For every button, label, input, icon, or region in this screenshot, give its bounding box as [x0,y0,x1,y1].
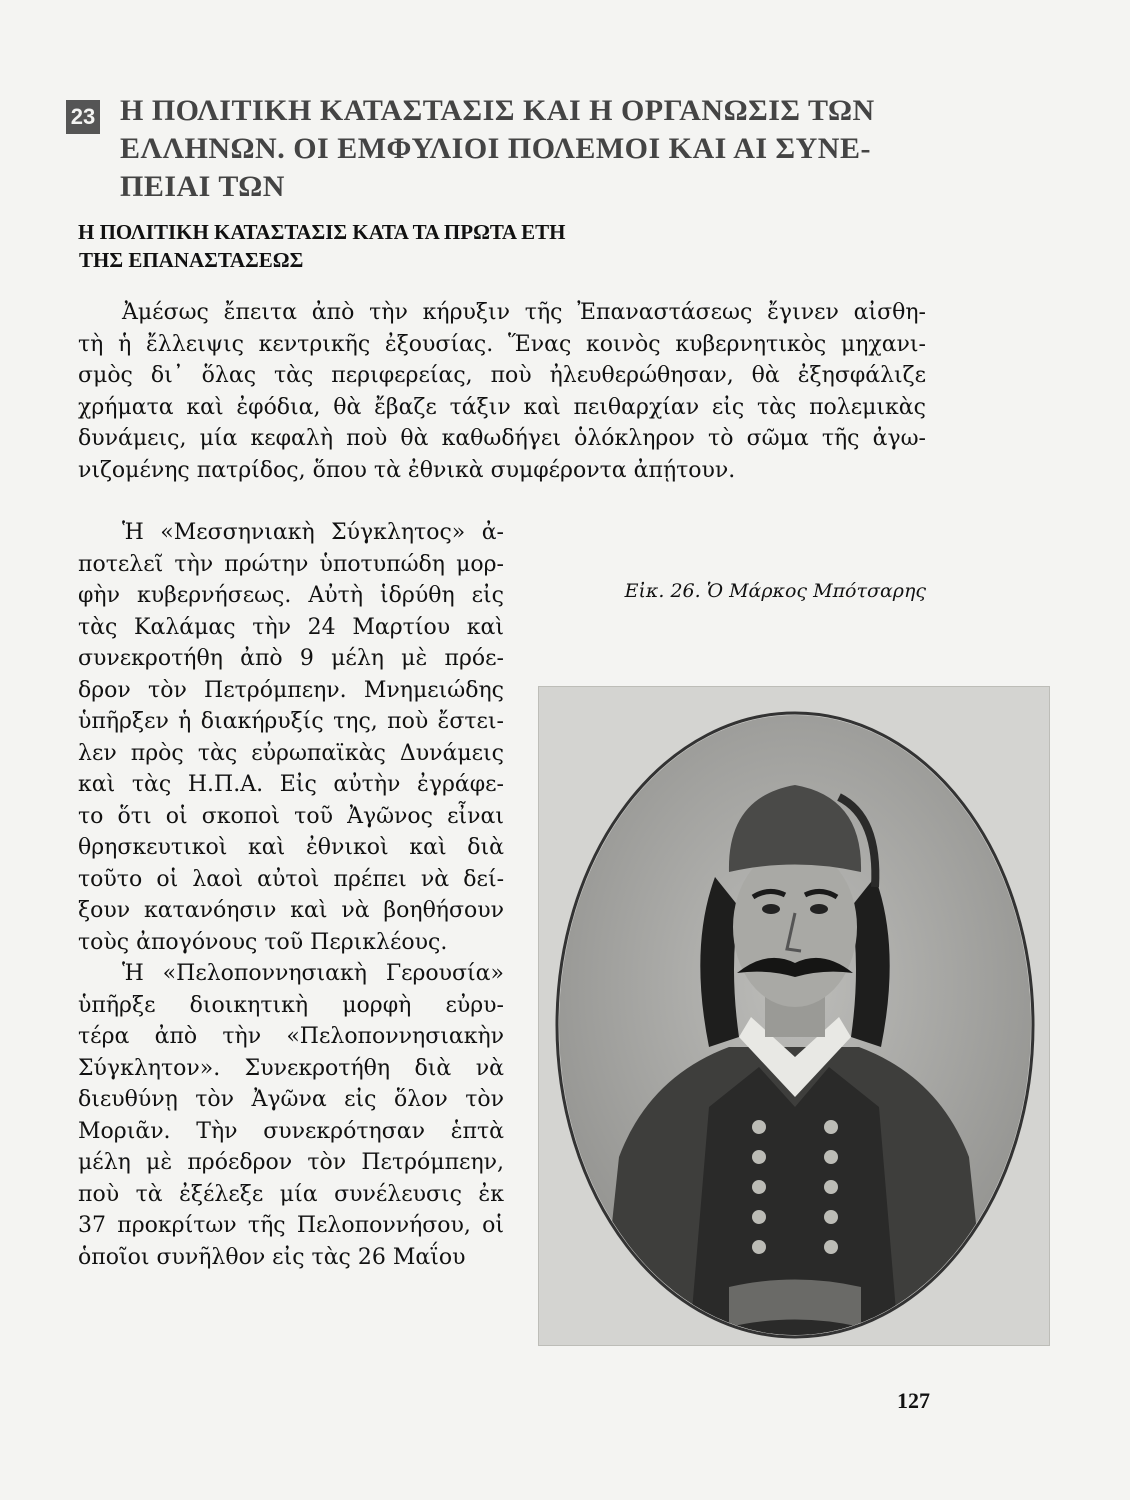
text-line: δρον τὸν Πετρόμπεην. Μνημειώδης [78,677,504,703]
text-line: νιζομένης πατρίδος, ὅπου τὰ ἐθνικὰ συμφέροντα ἀπῄτουν. [78,457,736,483]
text-line: τοῦτο οἱ λαοὶ αὐτοὶ πρέπει νὰ δεί- [78,866,504,892]
text-line: ποὺ τὰ ἐξέλεξε μία συνέλευσις ἐκ [78,1181,504,1207]
text-line: Ἡ «Μεσσηνιακὴ Σύγκλητος» ἀ- [122,520,504,545]
section-title-line: Η ΠΟΛΙΤΙΚΗ ΚΑΤΑΣΤΑΣΙΣ ΚΑΤΑ ΤΑ ΠΡΩΤΑ ΕΤΗ [78,220,566,244]
text-line: θρησκευτικοὶ καὶ ἐθνικοὶ καὶ διὰ [78,835,504,860]
text-line: μέλη μὲ πρόεδρον τὸν Πετρόμπεην, [78,1150,504,1175]
text-line: ποτελεῖ τὴν πρώτην ὑποτυπώδη μορ- [78,551,504,577]
text-line: το ὅτι οἱ σκοποὶ τοῦ Ἀγῶνος εἶναι [78,803,504,829]
text-line: διευθύνῃ τὸν Ἀγῶνα εἰς ὅλον τὸν [78,1087,504,1112]
text-line: Ἡ «Πελοποννησιακὴ Γερουσία» [122,961,504,986]
section-title-line: ΤΗΣ ΕΠΑΝΑΣΤΑΣΕΩΣ [79,248,304,272]
text-line: ξουν κατανόησιν καὶ νὰ βοηθήσουν [78,898,504,923]
text-line: Σύγκλητον». Συνεκροτήθη διὰ νὰ [78,1055,504,1081]
text-line: καὶ τὰς Η.Π.Α. Εἰς αὐτὴν ἐγράφε- [78,772,504,797]
text-line: τέρα ἀπὸ τὴν «Πελοποννησιακὴν [78,1024,504,1049]
portrait-image [538,686,1050,1346]
text-line: φὴν κυβερνήσεως. Αὐτὴ ἱδρύθη εἰς [78,583,504,608]
chapter-title-line: ΕΛΛΗΝΩΝ. ΟΙ ΕΜΦΥΛΙΟΙ ΠΟΛΕΜΟΙ ΚΑΙ ΑΙ ΣΥΝΕ- [120,132,871,165]
column-text [78,517,504,1273]
text-line: χρήματα καὶ ἐφόδια, θὰ ἔβαζε τάξιν καὶ πειθαρχίαν εἰς τὰς πολεμικὰς [78,394,926,420]
paragraph-intro [78,297,926,486]
text-line: τὰς Καλάμας τὴν 24 Μαρτίου καὶ [78,614,504,640]
text-line: τοὺς ἀπογόνους τοῦ Περικλέους. [78,929,448,955]
chapter-title-line: ΠΕΙΑΙ ΤΩΝ [120,170,285,203]
text-line: δυνάμεις, μία κεφαλὴ ποὺ θὰ καθωδήγει ὁλόκληρον τὸ σῶμα τῆς ἀγω- [78,426,926,451]
text-line: τὴ ἡ ἔλλειψις κεντρικῆς ἐξουσίας. Ἕνας κοινὸς κυβερνητικὸς μηχανι- [78,331,926,357]
text-line: ὑπῆρξεν ἡ διακήρυξίς της, ποὺ ἔστει- [78,709,504,734]
section-title [78,218,838,274]
figure-caption: Εἰκ. 26. Ὁ Μάρκος Μπότσαρης [624,580,926,602]
chapter-title [120,92,930,206]
chapter-title-line: Η ΠΟΛΙΤΙΚΗ ΚΑΤΑΣΤΑΣΙΣ ΚΑΙ Η ΟΡΓΑΝΩΣΙΣ ΤΩΝ [120,94,875,127]
text-line: ὁποῖοι συνῆλθον εἰς τὰς 26 Μαΐου [78,1244,466,1270]
page-number: 127 [897,1388,930,1413]
text-line: Ἀμέσως ἔπειτα ἀπὸ τὴν κήρυξιν τῆς Ἐπαναστάσεως ἔγινεν αἰσθη- [122,300,926,325]
text-line: σμὸς δι᾽ ὅλας τὰς περιφερείας, ποὺ ἠλευθερώθησαν, θὰ ἐξησφάλιζε [78,363,926,388]
text-line: λεν πρὸς τὰς εὐρωπαϊκὰς Δυνάμεις [78,740,504,766]
text-line: ὑπῆρξε διοικητικὴ μορφὴ εὐρυ- [78,992,504,1018]
text-line: συνεκροτήθη ἀπὸ 9 μέλη μὲ πρόε- [78,646,504,671]
portrait-illustration [539,687,1050,1346]
text-line: 37 προκρίτων τῆς Πελοποννήσου, οἱ [78,1213,504,1238]
chapter-number-badge: 23 [66,100,100,134]
text-line: Μοριᾶν. Τὴν συνεκρότησαν ἑπτὰ [78,1118,504,1144]
